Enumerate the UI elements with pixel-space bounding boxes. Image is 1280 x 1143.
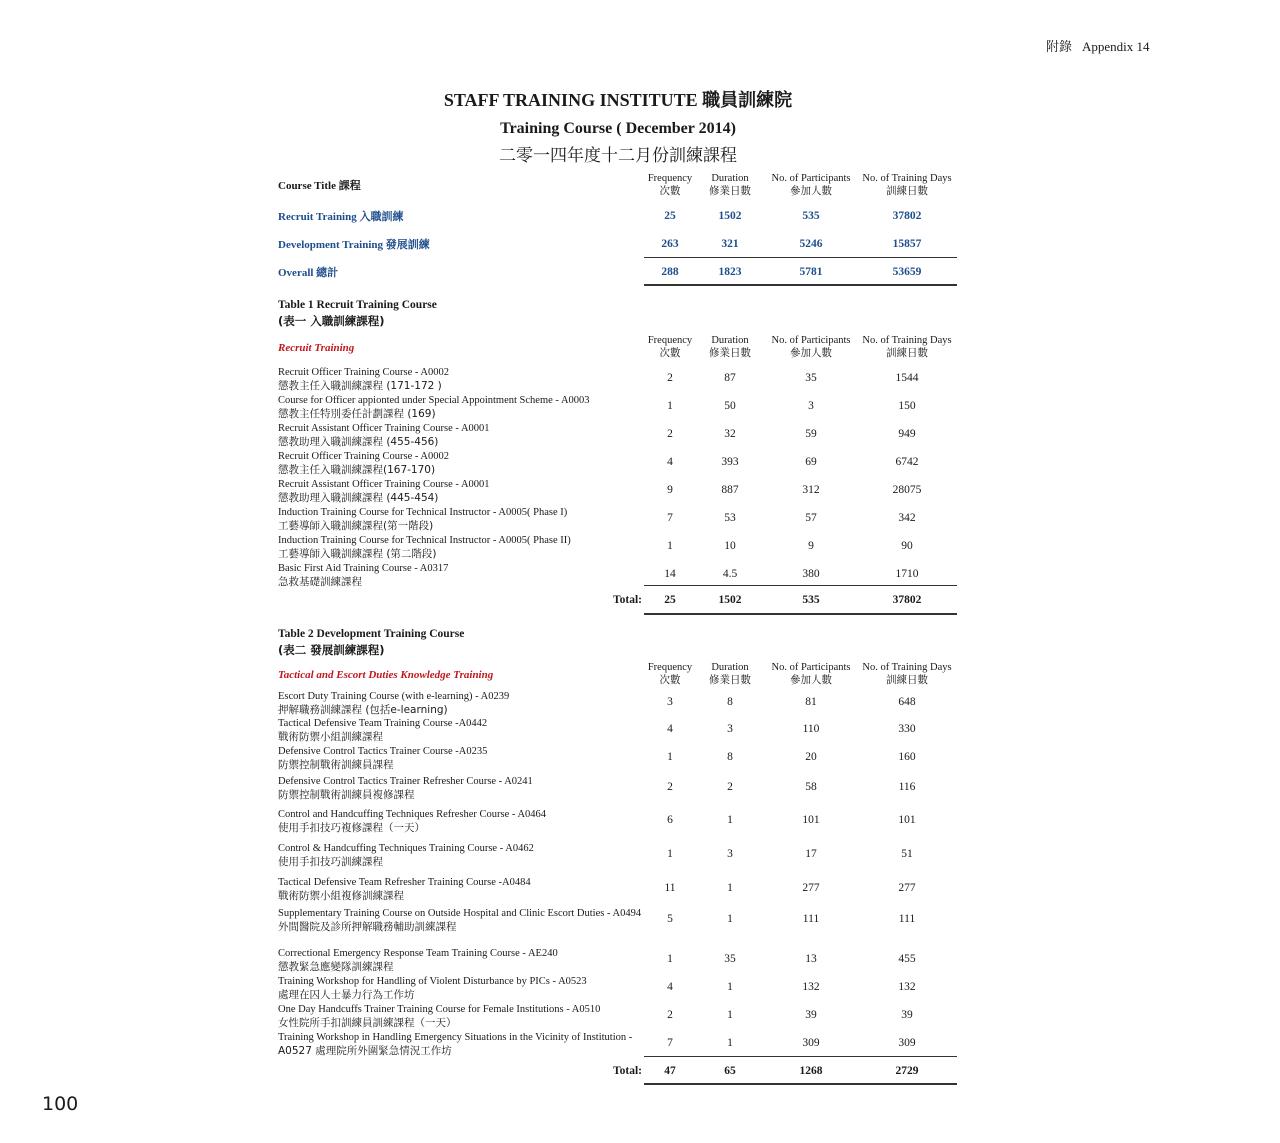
course-name-en: Training Workshop for Handling of Violent Disturbance by PICs - A0523 [278, 976, 587, 987]
divider [644, 1083, 957, 1085]
course-name [278, 1003, 600, 1030]
course-name [278, 506, 567, 533]
cell-participants: 39 [805, 1009, 817, 1021]
divider [644, 613, 957, 615]
cell-duration: 1 [727, 882, 733, 894]
course-name-en: Induction Training Course for Technical Instructor - A0005( Phase I) [278, 507, 568, 518]
table2-section: Tactical and Escort Duties Knowledge Training [278, 669, 494, 681]
page-subtitle: Training Course ( December 2014) [500, 120, 736, 137]
course-name-cn: 懲教助理入職訓練課程 (455-456) [278, 435, 439, 448]
course-name-cn: 工藝導師入職訓練課程 (第二階段) [278, 547, 437, 560]
table1-section: Recruit Training [278, 342, 355, 354]
cell-participants: 380 [802, 568, 820, 580]
course-name-en: Recruit Officer Training Course - A0002 [278, 451, 449, 462]
cell-days: 132 [898, 981, 916, 993]
course-name [278, 534, 571, 561]
cell-participants: 59 [805, 428, 817, 440]
course-name-cn: 防禦控制戰術訓練員複修課程 [278, 788, 415, 801]
course-name-cn: 女性院所手扣訓練員訓練課程（一天） [278, 1016, 457, 1029]
cell-days: 6742 [895, 456, 919, 468]
cell-participants: 58 [805, 781, 817, 793]
cell-participants: 111 [802, 913, 820, 925]
course-name-en: One Day Handcuffs Trainer Training Course for Female Institutions - A0510 [278, 1004, 601, 1015]
cell-duration: 10 [724, 540, 736, 552]
cell-participants: 309 [802, 1037, 820, 1049]
divider [644, 1056, 957, 1057]
cell-days: 90 [901, 540, 913, 552]
course-name-en: Induction Training Course for Technical Instructor - A0005( Phase II) [278, 535, 571, 546]
appendix-label [1046, 36, 1150, 55]
course-name-cn: 使用手扣技巧訓練課程 [278, 855, 383, 868]
course-name-cn: 工藝導師入職訓練課程(第一階段) [278, 519, 434, 532]
cell-frequency: 14 [664, 568, 676, 580]
course-name-en: Defensive Control Tactics Trainer Refresher Course - A0241 [278, 776, 533, 787]
course-name [278, 422, 490, 449]
cell-duration: 35 [724, 953, 736, 965]
cell-frequency: 4 [667, 981, 673, 993]
page-title: STAFF TRAINING INSTITUTE 職員訓練院 [443, 90, 793, 110]
cell-frequency: 1 [667, 400, 673, 412]
course-name-cn: 懲教主任入職訓練課程 (171-172 ) [278, 379, 442, 392]
course-name-cn: 押解職務訓練課程 (包括e-learning) [278, 703, 448, 716]
course-name-en: Recruit Assistant Officer Training Course - A0001 [278, 479, 490, 490]
course-name [278, 478, 490, 505]
course-name [278, 876, 531, 903]
cell-days: 1710 [895, 568, 919, 580]
course-name [278, 842, 534, 869]
course-name [278, 907, 641, 934]
course-name-en: Correctional Emergency Response Team Training Course - AE240 [278, 948, 558, 959]
table1-header-duration: Duration 修業日數 [709, 335, 751, 359]
course-name-en: Control & Handcuffing Techniques Training Course - A0462 [278, 843, 534, 854]
cell-frequency: 2 [667, 428, 673, 440]
course-name-cn: 防禦控制戰術訓練員課程 [278, 758, 394, 771]
course-name-cn: 懲教主任入職訓練課程(167-170) [278, 463, 436, 476]
cell-frequency: 2 [667, 1009, 673, 1021]
cell-participants: 277 [802, 882, 820, 894]
cell-participants: 101 [802, 814, 820, 826]
cell-frequency: 7 [667, 1037, 673, 1049]
course-name [278, 775, 533, 802]
course-name [278, 690, 509, 717]
cell-participants: 312 [802, 484, 820, 496]
course-name-cn: A0527 處理院所外圍緊急情況工作坊 [278, 1044, 452, 1057]
cell-days: 28075 [892, 484, 922, 496]
cell-participants: 9 [808, 540, 814, 552]
course-name-en: Defensive Control Tactics Trainer Course -A0235 [278, 746, 488, 757]
cell-frequency: 1 [667, 751, 673, 763]
course-name-cn: 懲教緊急應變隊訓練課程 [278, 960, 394, 973]
cell-days: 277 [898, 882, 916, 894]
table2-header-days: No. of Training Days 訓練日數 [862, 662, 952, 686]
course-name-en: Course for Officer appionted under Special Appointment Scheme - A0003 [278, 395, 590, 406]
cell-duration: 1 [727, 981, 733, 993]
cell-frequency: 1 [667, 540, 673, 552]
cell-frequency: 6 [667, 814, 673, 826]
course-name [278, 808, 546, 835]
table1-header-participants: No. of Participants 參加人數 [771, 335, 851, 359]
course-name-cn: 使用手扣技巧複修課程（一天） [278, 821, 425, 834]
course-name [278, 947, 558, 974]
course-name-en: Tactical Defensive Team Training Course -A0442 [278, 718, 488, 729]
course-name-en: Recruit Officer Training Course - A0002 [278, 367, 449, 378]
divider [644, 284, 957, 286]
course-name-cn: 處理在囚人士暴力行為工作坊 [278, 988, 415, 1001]
course-name-en: Tactical Defensive Team Refresher Training Course -A0484 [278, 877, 531, 888]
table2-header-participants: No. of Participants 參加人數 [771, 662, 851, 686]
cell-participants: 69 [805, 456, 817, 468]
course-name-cn: 懲教主任特別委任計劃課程 (169) [278, 407, 436, 420]
cell-frequency: 9 [667, 484, 673, 496]
cell-days: 51 [901, 848, 913, 860]
cell-duration: 87 [724, 372, 736, 384]
table2-title: Table 2 Development Training Course (表二 發展訓練課程) [278, 628, 465, 657]
cell-participants: 13 [805, 953, 817, 965]
course-name-cn: 懲教助理入職訓練課程 (445-454) [278, 491, 439, 504]
cell-days: 150 [898, 400, 916, 412]
cell-duration: 4.5 [722, 568, 738, 580]
course-name [278, 1031, 632, 1058]
course-name [278, 562, 448, 589]
cell-frequency: 4 [667, 456, 673, 468]
cell-days: 455 [898, 953, 916, 965]
cell-days: 309 [898, 1037, 916, 1049]
cell-days: 39 [901, 1009, 913, 1021]
cell-participants: 17 [805, 848, 817, 860]
divider [644, 585, 957, 586]
cell-days: 1544 [895, 372, 919, 384]
course-name-cn: 外間醫院及診所押解職務輔助訓練課程 [278, 920, 457, 933]
appendix-cn: 附錄 [1046, 40, 1073, 55]
cell-duration: 8 [727, 751, 733, 763]
course-name [278, 394, 590, 421]
course-name-en: Control and Handcuffing Techniques Refresher Course - A0464 [278, 809, 547, 820]
course-name-en: Recruit Assistant Officer Training Course - A0001 [278, 423, 490, 434]
course-name-en: Escort Duty Training Course (with e-learning) - A0239 [278, 691, 510, 702]
cell-frequency: 5 [667, 913, 673, 925]
cell-frequency: 2 [667, 372, 673, 384]
cell-participants: 132 [802, 981, 820, 993]
cell-frequency: 2 [667, 781, 673, 793]
cell-duration: 3 [727, 723, 733, 735]
cell-frequency: 3 [667, 696, 673, 708]
cell-duration: 50 [724, 400, 736, 412]
cell-duration: 8 [727, 696, 733, 708]
course-name [278, 975, 587, 1002]
cell-days: 330 [898, 723, 916, 735]
course-title-header: Course Title 課程 [278, 180, 361, 192]
cell-days: 111 [898, 913, 916, 925]
cell-days: 949 [898, 428, 916, 440]
divider [644, 257, 957, 258]
course-name [278, 450, 449, 477]
cell-duration: 1 [727, 1009, 733, 1021]
course-name-en: Supplementary Training Course on Outside Hospital and Clinic Escort Duties - A0494 [278, 908, 642, 919]
course-name-cn: 戰術防禦小組訓練課程 [278, 730, 383, 743]
cell-duration: 2 [727, 781, 733, 793]
summary-header-frequency: Frequency 次數 [647, 173, 693, 197]
page-subtitle-cn: 二零一四年度十二月份訓練課程 [499, 146, 737, 166]
course-name [278, 366, 449, 393]
cell-frequency: 11 [664, 882, 676, 894]
cell-duration: 32 [724, 428, 736, 440]
cell-frequency: 7 [667, 512, 673, 524]
cell-days: 101 [898, 814, 916, 826]
cell-days: 342 [898, 512, 916, 524]
cell-participants: 20 [805, 751, 817, 763]
cell-duration: 1 [727, 814, 733, 826]
table2-header-duration: Duration 修業日數 [709, 662, 751, 686]
cell-participants: 35 [805, 372, 817, 384]
table1-header-days: No. of Training Days 訓練日數 [862, 335, 952, 359]
course-name [278, 745, 487, 772]
cell-participants: 57 [805, 512, 817, 524]
cell-days: 648 [898, 696, 916, 708]
page-number: 100 [42, 1093, 79, 1115]
cell-frequency: 4 [667, 723, 673, 735]
summary-header-participants: No. of Participants 參加人數 [771, 173, 851, 197]
course-name [278, 717, 487, 744]
appendix-en: Appendix 14 [1082, 39, 1150, 54]
cell-duration: 1 [727, 1037, 733, 1049]
cell-frequency: 1 [667, 848, 673, 860]
course-name-cn: 急救基礎訓練課程 [278, 575, 362, 588]
cell-participants: 81 [805, 696, 817, 708]
course-name-en: Basic First Aid Training Course - A0317 [278, 563, 449, 574]
cell-duration: 887 [721, 484, 739, 496]
table1-title: Table 1 Recruit Training Course (表一 入職訓練課程) [278, 299, 437, 328]
table2-header-frequency: Frequency 次數 [647, 662, 693, 686]
cell-participants: 3 [808, 400, 814, 412]
cell-days: 116 [898, 781, 916, 793]
summary-header-duration: Duration 修業日數 [709, 173, 751, 197]
course-name-en: Training Workshop in Handling Emergency Situations in the Vicinity of Institution - [278, 1032, 633, 1043]
cell-duration: 3 [727, 848, 733, 860]
cell-duration: 1 [727, 913, 733, 925]
cell-duration: 393 [721, 456, 739, 468]
cell-duration: 53 [724, 512, 736, 524]
cell-days: 160 [898, 751, 916, 763]
cell-frequency: 1 [667, 953, 673, 965]
summary-header-days: No. of Training Days 訓練日數 [862, 173, 952, 197]
course-name-cn: 戰術防禦小組複修訓練課程 [278, 889, 404, 902]
cell-participants: 110 [802, 723, 820, 735]
table1-header-frequency: Frequency 次數 [647, 335, 693, 359]
